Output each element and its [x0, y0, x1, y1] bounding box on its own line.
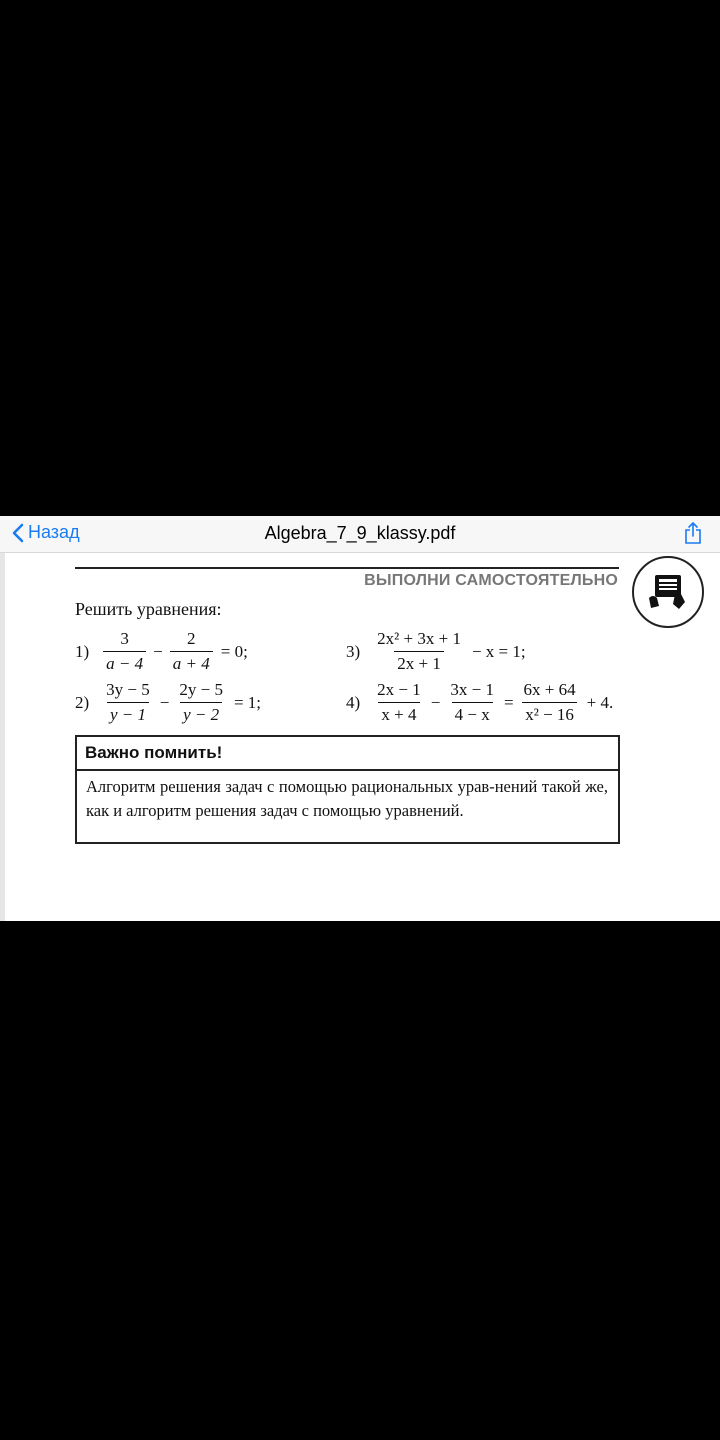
- remember-title: Важно помнить!: [77, 737, 618, 771]
- equals-sign: =: [503, 692, 514, 712]
- section-label: ВЫПОЛНИ САМОСТОЯТЕЛЬНО: [364, 572, 618, 589]
- equation-2: [75, 680, 261, 725]
- fraction: [374, 680, 424, 725]
- numerator: 3: [120, 629, 129, 648]
- equation-number: 2): [75, 692, 90, 712]
- share-button[interactable]: [684, 522, 702, 549]
- equation-number: 3): [346, 641, 361, 661]
- denominator: y − 1: [107, 702, 149, 725]
- back-label: Назад: [28, 522, 80, 542]
- operator: −: [430, 692, 441, 712]
- fraction: [103, 680, 153, 725]
- operator: −: [153, 641, 163, 661]
- numerator: 2: [186, 629, 196, 648]
- denominator: a − 4: [103, 651, 146, 674]
- denominator: x + 4: [378, 702, 419, 725]
- page-edge: [0, 553, 5, 921]
- numerator: 6x + 64: [523, 680, 576, 699]
- fraction: [521, 680, 579, 725]
- equation-tail: = 0;: [220, 641, 248, 661]
- equation-number: 1): [75, 641, 90, 661]
- operator: −: [159, 692, 170, 712]
- equation-4: [346, 680, 613, 725]
- fraction: [170, 629, 213, 674]
- task-title: Решить уравнения:: [75, 599, 222, 619]
- remember-text: Алгоритм решения задач с помощью рациональных урав-нений такой же, как и алгоритм решения задач с помощью уравнений.: [86, 777, 608, 820]
- numerator: 2x² + 3x + 1: [377, 629, 461, 648]
- equation-tail: = 1;: [233, 692, 262, 712]
- fraction: [103, 629, 146, 674]
- section-divider: [75, 567, 619, 569]
- fraction: [374, 629, 464, 674]
- navigation-bar: [0, 516, 720, 553]
- denominator: 2x + 1: [394, 651, 444, 674]
- document-title: Algebra_7_9_klassy.pdf: [264, 523, 456, 543]
- equation-tail: + 4.: [586, 692, 614, 712]
- tablet-hand-icon: [632, 556, 704, 628]
- equation-tail: − x = 1;: [471, 641, 526, 661]
- equation-3: [346, 629, 526, 674]
- numerator: 3y − 5: [106, 680, 150, 699]
- numerator: 3x − 1: [450, 680, 494, 699]
- fraction: [176, 680, 226, 725]
- share-icon: [684, 522, 702, 544]
- pdf-page[interactable]: [0, 553, 720, 921]
- numerator: 2x − 1: [377, 680, 421, 699]
- remember-box: [75, 735, 620, 844]
- fraction: [447, 680, 497, 725]
- denominator: x² − 16: [522, 702, 577, 725]
- denominator: a + 4: [170, 651, 213, 674]
- denominator: y − 2: [180, 702, 222, 725]
- equation-number: 4): [346, 692, 361, 712]
- equation-1: [75, 629, 248, 674]
- numerator: 2y − 5: [179, 680, 223, 699]
- denominator: 4 − x: [452, 702, 493, 725]
